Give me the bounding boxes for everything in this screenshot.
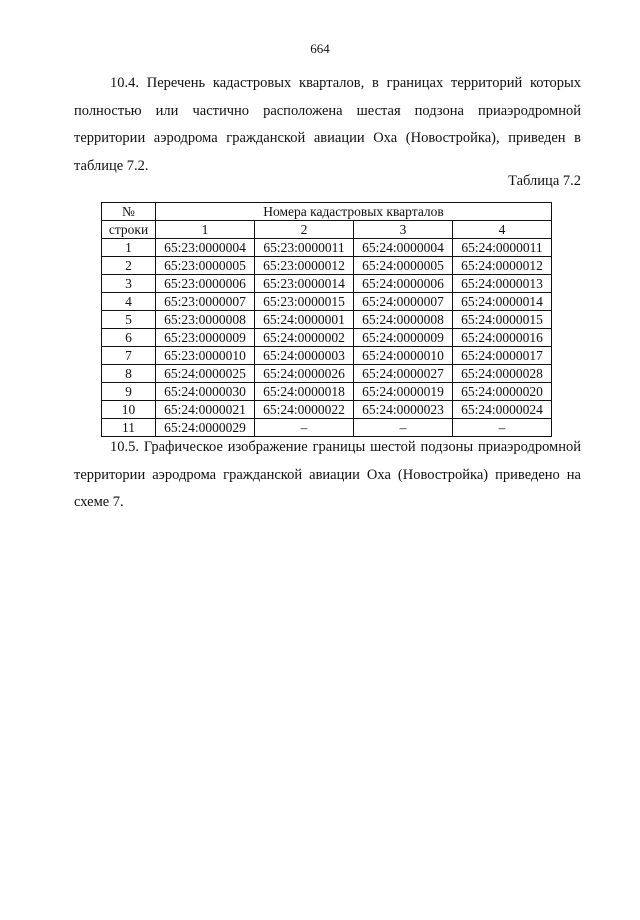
row-number-cell: 9 xyxy=(102,383,156,401)
table-row xyxy=(102,383,552,401)
row-number-cell: 4 xyxy=(102,293,156,311)
cadastral-number-cell: 65:24:0000027 xyxy=(354,365,453,383)
cadastral-number-cell: 65:24:0000001 xyxy=(255,311,354,329)
column-number: 2 xyxy=(255,221,354,239)
row-number-header-label: строки xyxy=(102,221,156,239)
cadastral-number-cell: 65:24:0000029 xyxy=(156,419,255,437)
table-row xyxy=(102,365,552,383)
table-row xyxy=(102,401,552,419)
group-header: Номера кадастровых кварталов xyxy=(156,203,552,221)
table-row xyxy=(102,329,552,347)
cadastral-number-cell: 65:23:0000004 xyxy=(156,239,255,257)
cadastral-number-cell: 65:24:0000008 xyxy=(354,311,453,329)
row-number-cell: 11 xyxy=(102,419,156,437)
table-row xyxy=(102,275,552,293)
cadastral-number-cell: 65:24:0000007 xyxy=(354,293,453,311)
paragraph-line: схеме 7. xyxy=(74,494,124,510)
cadastral-number-cell: 65:24:0000028 xyxy=(453,365,552,383)
paragraph-line: территории аэродрома гражданской авиации Оха (Новостройка), приведен в xyxy=(74,130,581,146)
cadastral-number-cell: 65:24:0000006 xyxy=(354,275,453,293)
table-column-number-row xyxy=(102,221,552,239)
column-number: 1 xyxy=(156,221,255,239)
column-number: 4 xyxy=(453,221,552,239)
paragraph-10-4 xyxy=(74,70,581,180)
cadastral-number-cell: 65:24:0000002 xyxy=(255,329,354,347)
cadastral-number-cell: 65:24:0000003 xyxy=(255,347,354,365)
row-number-cell: 7 xyxy=(102,347,156,365)
cadastral-number-cell: 65:23:0000008 xyxy=(156,311,255,329)
row-number-cell: 2 xyxy=(102,257,156,275)
cadastral-number-cell: 65:24:0000014 xyxy=(453,293,552,311)
cadastral-number-cell: 65:24:0000022 xyxy=(255,401,354,419)
table-row xyxy=(102,257,552,275)
cadastral-number-cell: 65:24:0000004 xyxy=(354,239,453,257)
row-number-cell: 6 xyxy=(102,329,156,347)
table-row xyxy=(102,347,552,365)
table-header-row xyxy=(102,203,552,221)
table-row xyxy=(102,311,552,329)
table-caption: Таблица 7.2 xyxy=(508,173,581,189)
column-number: 3 xyxy=(354,221,453,239)
cadastral-number-cell: 65:24:0000021 xyxy=(156,401,255,419)
row-number-header: № xyxy=(102,203,156,221)
cadastral-number-cell: – xyxy=(453,419,552,437)
cadastral-number-cell: 65:23:0000005 xyxy=(156,257,255,275)
cadastral-number-cell: 65:23:0000011 xyxy=(255,239,354,257)
cadastral-number-cell: 65:23:0000007 xyxy=(156,293,255,311)
cadastral-number-cell: 65:23:0000006 xyxy=(156,275,255,293)
cadastral-number-cell: 65:24:0000005 xyxy=(354,257,453,275)
cadastral-number-cell: 65:24:0000024 xyxy=(453,401,552,419)
cadastral-number-cell: 65:24:0000011 xyxy=(453,239,552,257)
paragraph-10-5 xyxy=(74,434,581,517)
cadastral-number-cell: 65:23:0000015 xyxy=(255,293,354,311)
paragraph-line: 10.4. Перечень кадастровых кварталов, в границах территорий которых xyxy=(110,75,581,91)
paragraph-line: 10.5. Графическое изображение границы шестой подзоны приаэродромной xyxy=(110,439,581,455)
table-row xyxy=(102,293,552,311)
cadastral-number-cell: 65:23:0000014 xyxy=(255,275,354,293)
cadastral-number-cell: – xyxy=(255,419,354,437)
table-row xyxy=(102,239,552,257)
row-number-cell: 5 xyxy=(102,311,156,329)
cadastral-number-cell: 65:24:0000009 xyxy=(354,329,453,347)
cadastral-quarters-table xyxy=(101,202,552,437)
row-number-cell: 1 xyxy=(102,239,156,257)
cadastral-number-cell: 65:23:0000012 xyxy=(255,257,354,275)
cadastral-number-cell: 65:24:0000017 xyxy=(453,347,552,365)
cadastral-number-cell: 65:24:0000012 xyxy=(453,257,552,275)
cadastral-number-cell: 65:24:0000013 xyxy=(453,275,552,293)
row-number-cell: 10 xyxy=(102,401,156,419)
cadastral-number-cell: 65:24:0000018 xyxy=(255,383,354,401)
cadastral-number-cell: 65:24:0000026 xyxy=(255,365,354,383)
paragraph-line: территории аэродрома гражданской авиации Оха (Новостройка) приведено на xyxy=(74,466,581,483)
cadastral-number-cell: 65:24:0000015 xyxy=(453,311,552,329)
row-number-cell: 8 xyxy=(102,365,156,383)
cadastral-number-cell: – xyxy=(354,419,453,437)
cadastral-number-cell: 65:24:0000016 xyxy=(453,329,552,347)
cadastral-number-cell: 65:23:0000010 xyxy=(156,347,255,365)
cadastral-number-cell: 65:24:0000030 xyxy=(156,383,255,401)
cadastral-number-cell: 65:24:0000019 xyxy=(354,383,453,401)
page-number: 664 xyxy=(310,41,330,56)
row-number-cell: 3 xyxy=(102,275,156,293)
paragraph-line: таблице 7.2. xyxy=(74,157,149,174)
cadastral-number-cell: 65:24:0000010 xyxy=(354,347,453,365)
cadastral-number-cell: 65:23:0000009 xyxy=(156,329,255,347)
cadastral-number-cell: 65:24:0000023 xyxy=(354,401,453,419)
paragraph-line: полностью или частично расположена шестая подзона приаэродромной xyxy=(74,102,581,119)
cadastral-number-cell: 65:24:0000025 xyxy=(156,365,255,383)
cadastral-number-cell: 65:24:0000020 xyxy=(453,383,552,401)
